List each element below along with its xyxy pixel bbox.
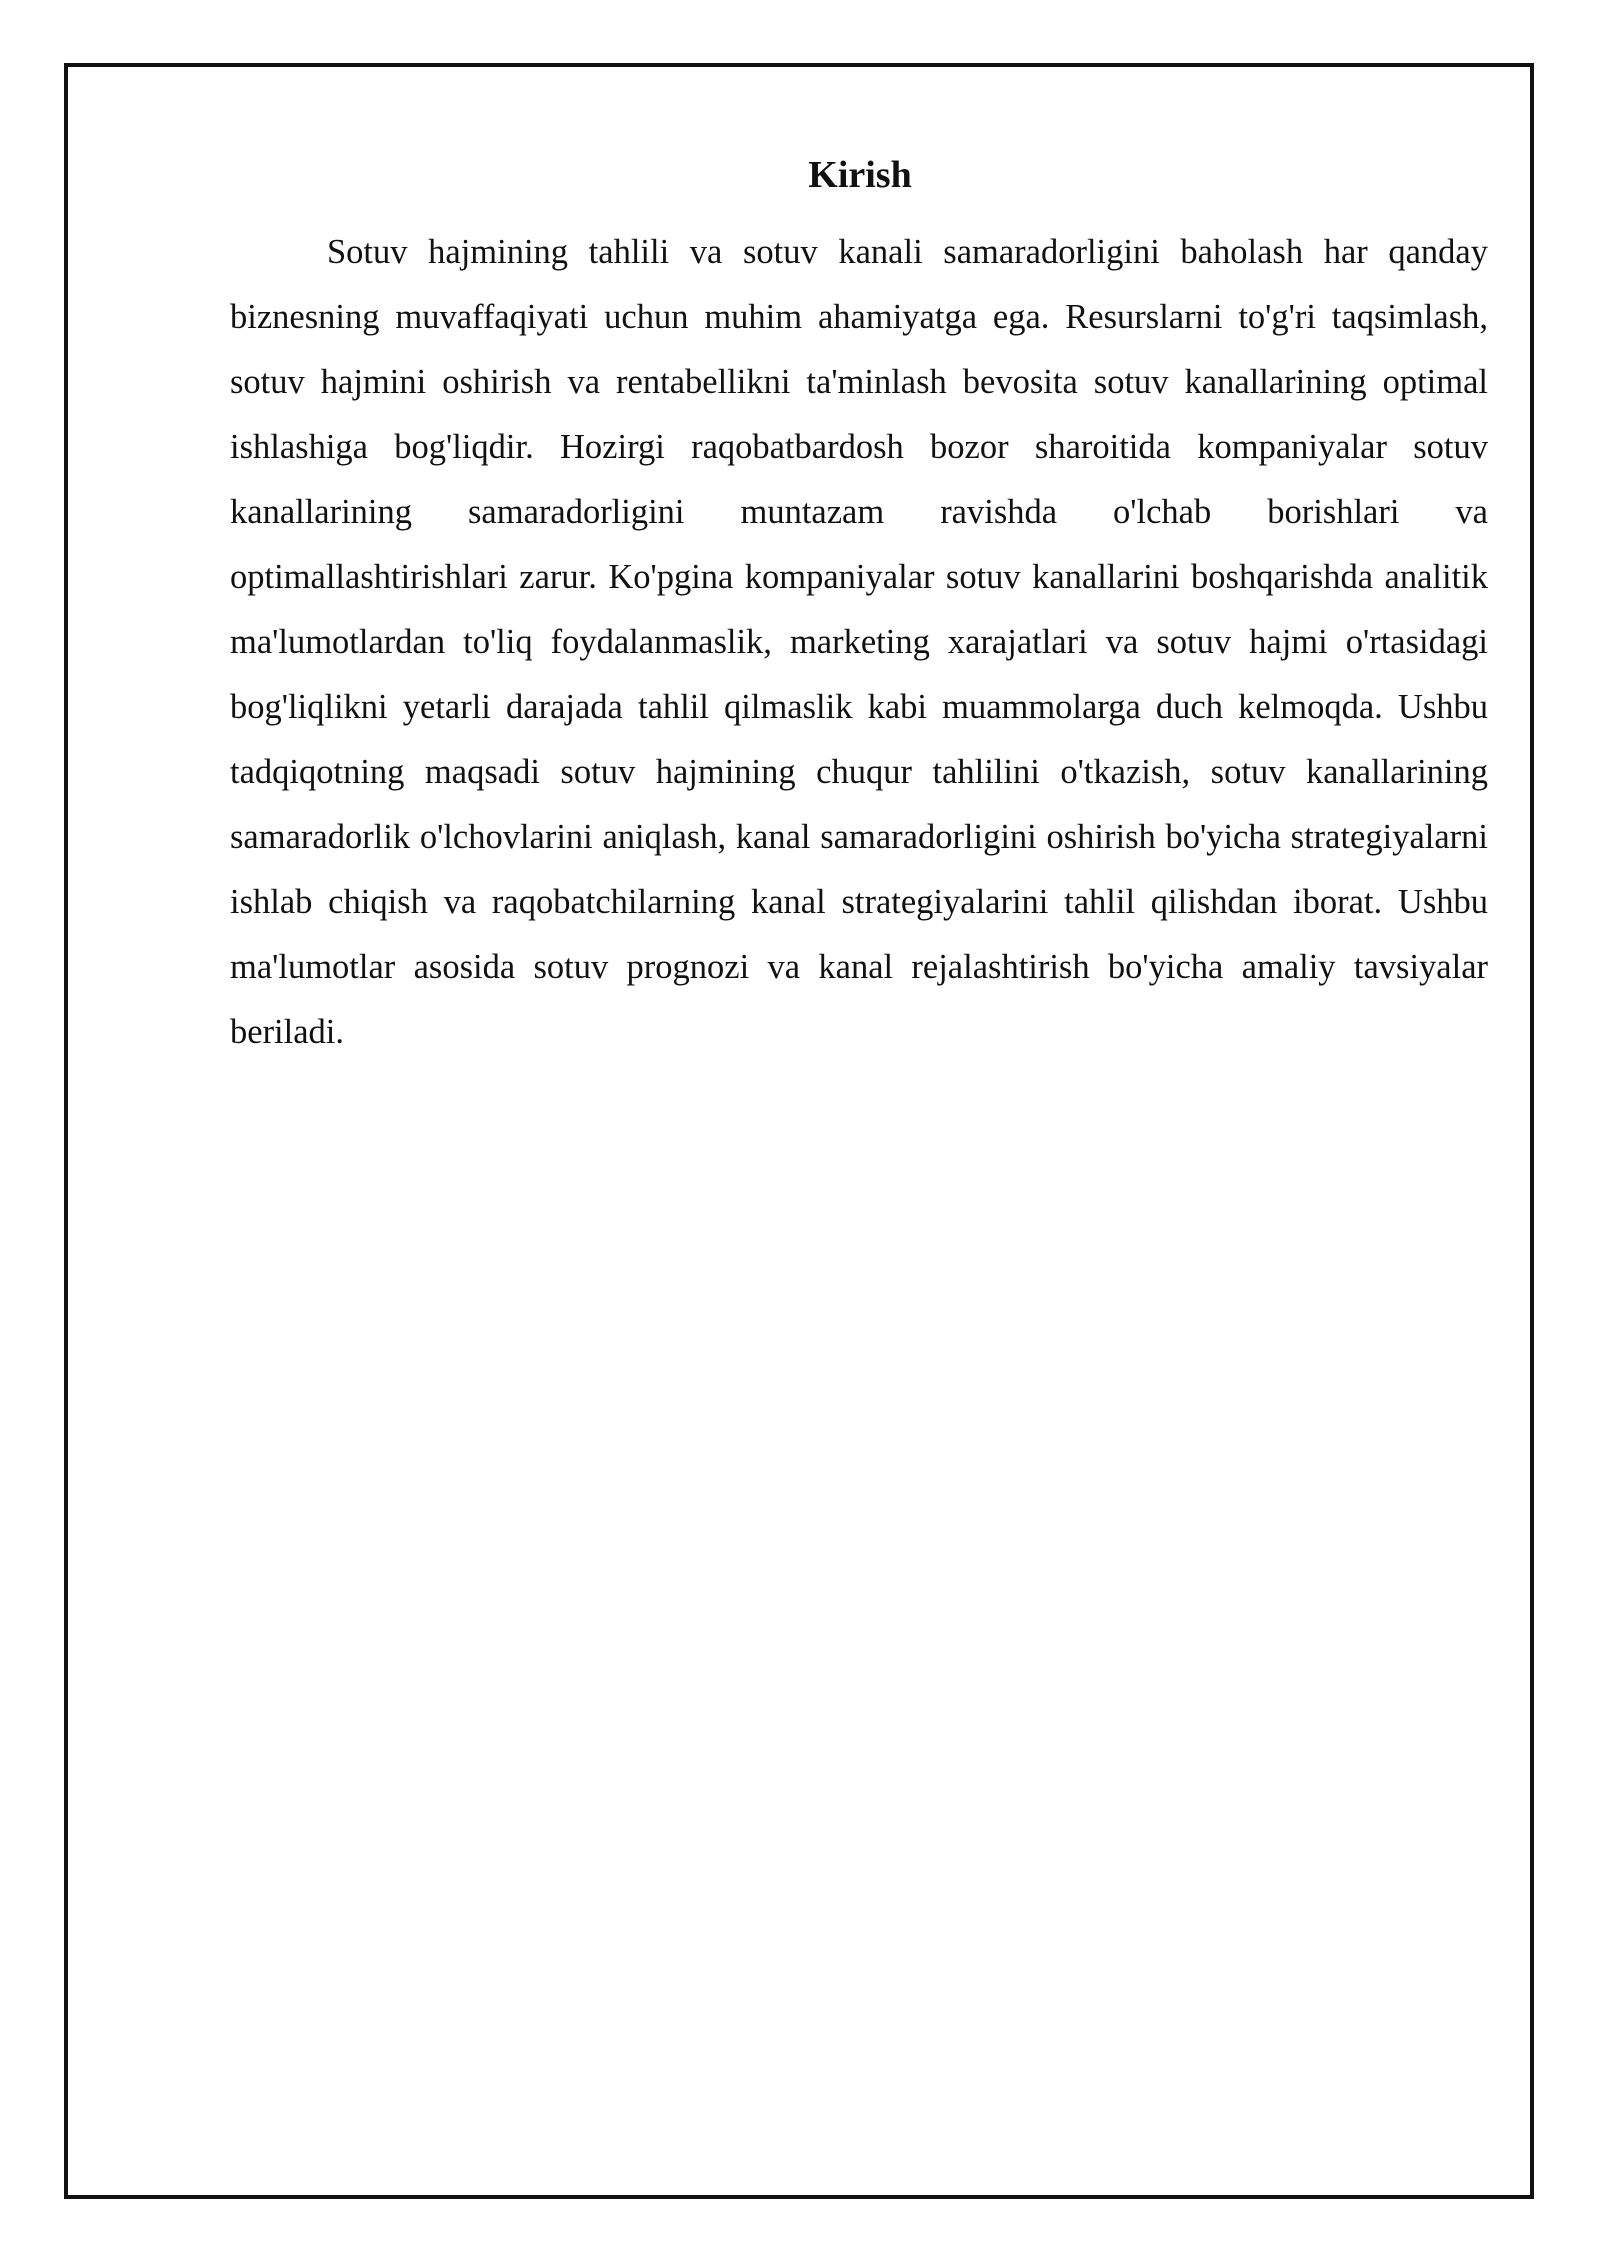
page-title: Kirish (808, 154, 912, 196)
intro-paragraph: Sotuv hajmining tahlili va sotuv kanali samaradorligini baholash har qanday biznesning muvaffaqiyati uchun muhim ahamiyatga ega. Resurslarni to'g'ri taqsimlash, sotuv hajmini oshirish va rentabellikni ta'minlash bevosita sotuv kanallarining optimal ishlashiga bog'liqdir. Hozirgi raqobatbardosh bozor sharoitida kompaniyalar sotuv kanallarining samaradorligini muntazam ravishda o'lchab borishlari va optimallashtirishlari zarur. Ko'pgina kompaniyalar sotuv kanallarini boshqarishda analitik ma'lumotlardan to'liq foydalanmaslik, marketing xarajatlari va sotuv hajmi o'rtasidagi bog'liqlikni yetarli darajada tahlil qilmaslik kabi muammolarga duch kelmoqda. Ushbu tadqiqotning maqsadi sotuv hajmining chuqur tahlilini o'tkazish, sotuv kanallarining samaradorlik o'lchovlarini aniqlash, kanal samaradorligini oshirish bo'yicha strategiyalarni ishlab chiqish va raqobatchilarning kanal strategiyalarini tahlil qilishdan iborat. Ushbu ma'lumotlar asosida sotuv prognozi va kanal rejalashtirish bo'yicha amaliy tavsiyalar beriladi. (230, 233, 1488, 1051)
